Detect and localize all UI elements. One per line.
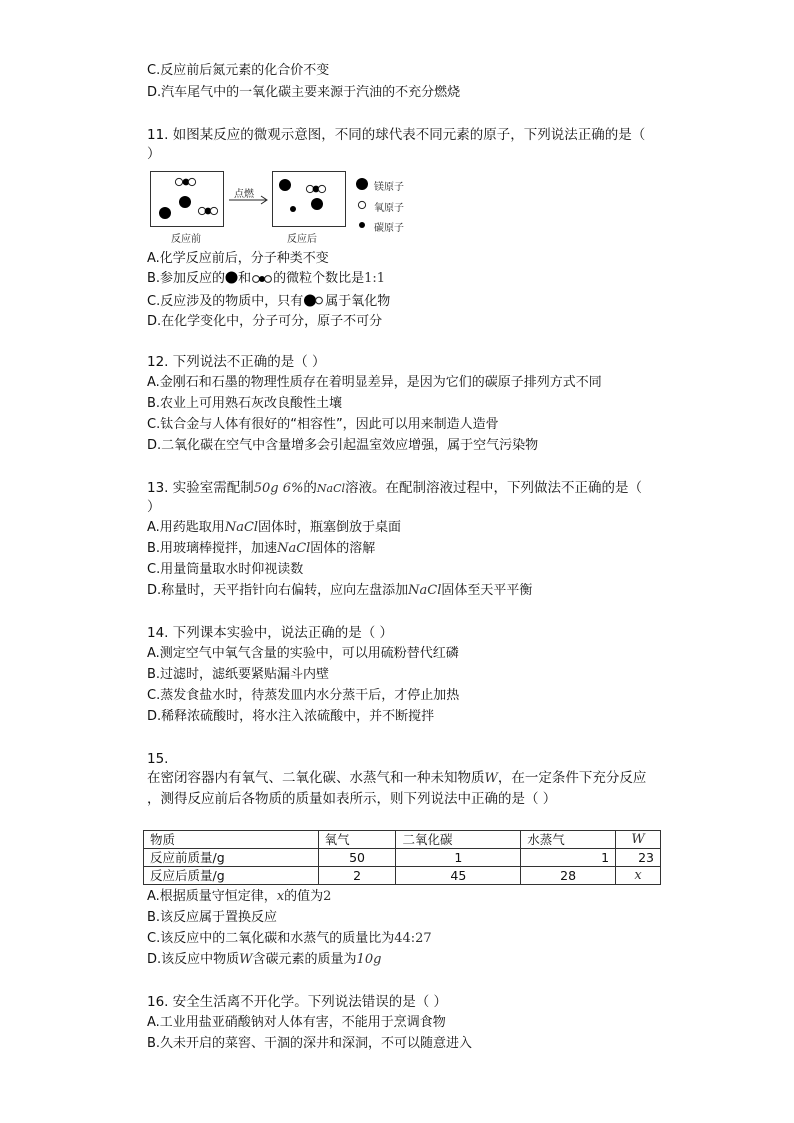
after-box — [272, 171, 346, 227]
table-cell: 反应后质量/g — [144, 867, 319, 885]
mass-table — [143, 830, 661, 885]
arrow-label: 点燃 — [234, 189, 254, 200]
reaction-diagram — [150, 171, 420, 245]
legend-oxygen: 氧原子 — [374, 203, 404, 214]
q11-option-c: C.反应涉及的物质中，只有 属于氧化物 — [147, 294, 391, 309]
table-row — [144, 849, 661, 867]
table-header: 氧气 — [318, 831, 396, 849]
q15-stem: 在密闭容器内有氧气、二氧化碳、水蒸气和一种未知物质W，在一定条件下充分反应 — [147, 770, 647, 786]
table-cell: 28 — [521, 867, 616, 885]
before-box — [150, 171, 224, 227]
table-cell: 1 — [396, 849, 521, 867]
q11-option-b: B.参加反应的 和 的微粒个数比是1:1 — [147, 271, 386, 286]
table-header: W — [616, 831, 661, 849]
q13-option-d: D.称量时，天平指针向右偏转，应向左盘添加NaCl固体至天平平衡 — [147, 583, 533, 598]
table-cell: 2 — [318, 867, 396, 885]
legend-carbon: 碳原子 — [374, 223, 404, 234]
q14-option-a: A.测定空气中氧气含量的实验中，可以用硫粉替代红磷 — [147, 646, 459, 661]
arrow-icon — [228, 195, 270, 205]
table-cell: 50 — [318, 849, 396, 867]
table-cell: x — [616, 867, 661, 885]
legend-icons — [354, 176, 370, 236]
q16-option-a: A.工业用盐亚硝酸钠对人体有害，不能用于烹调食物 — [147, 1015, 446, 1030]
q12-option-c: C.钛合金与人体有很好的“相容性”，因此可以用来制造人造骨 — [147, 417, 499, 432]
q13-stem-end: ） — [147, 499, 161, 515]
q15-option-d: D.该反应中物质W含碳元素的质量为10g — [147, 952, 382, 967]
mgo-molecule-icon — [303, 294, 325, 307]
legend-magnesium: 镁原子 — [374, 182, 404, 193]
q13-option-a: A.用药匙取用NaCl固体时，瓶塞倒放于桌面 — [147, 520, 402, 535]
q12-option-a: A.金刚石和石墨的物理性质存在着明显差异，是因为它们的碳原子排列方式不同 — [147, 375, 602, 390]
q10-option-d: D.汽车尾气中的一氧化碳主要来源于汽油的不充分燃烧 — [147, 85, 461, 100]
q14-stem: 14. 下列课本实验中，说法正确的是（ ） — [147, 625, 394, 641]
q13-option-c: C.用量筒量取水时仰视读数 — [147, 562, 304, 577]
after-molecules — [273, 172, 345, 226]
q10-option-c: C.反应前后氮元素的化合价不变 — [147, 63, 330, 78]
q13-stem: 13. 实验室需配制50g 6%的NaCl溶液。在配制溶液过程中，下列做法不正确的是（ — [147, 480, 643, 496]
q14-option-d: D.稀释浓硫酸时，将水注入浓硫酸中，并不断搅拌 — [147, 709, 435, 724]
q15-number: 15. — [147, 751, 169, 767]
table-header-row — [144, 831, 661, 849]
table-row — [144, 867, 661, 885]
q15-option-a: A.根据质量守恒定律，x的值为2 — [147, 889, 332, 904]
q14-option-c: C.蒸发食盐水时，待蒸发皿内水分蒸干后，才停止加热 — [147, 688, 460, 703]
before-molecules — [151, 172, 223, 226]
table-header: 物质 — [144, 831, 319, 849]
q11-stem-end: ） — [147, 146, 161, 162]
table-cell: 反应前质量/g — [144, 849, 319, 867]
q15-option-c: C.该反应中的二氧化碳和水蒸气的质量比为44:27 — [147, 931, 432, 946]
before-label: 反应前 — [171, 234, 201, 245]
magnesium-atom-icon — [356, 178, 368, 190]
q15-option-b: B.该反应属于置换反应 — [147, 910, 278, 925]
q15-stem-end: ，测得反应前后各物质的质量如表所示，则下列说法中正确的是（ ） — [147, 791, 557, 807]
q14-option-b: B.过滤时，滤纸要紧贴漏斗内壁 — [147, 667, 330, 682]
co2-molecule-icon — [251, 274, 273, 284]
q12-option-d: D.二氧化碳在空气中含量增多会引起温室效应增强，属于空气污染物 — [147, 438, 539, 453]
table-cell: 23 — [616, 849, 661, 867]
q16-stem: 16. 安全生活离不开化学。下列说法错误的是（ ） — [147, 994, 448, 1010]
q13-option-b: B.用玻璃棒搅拌，加速NaCl固体的溶解 — [147, 541, 376, 556]
magnesium-atom-icon — [225, 271, 238, 284]
table-header: 水蒸气 — [521, 831, 616, 849]
after-label: 反应后 — [287, 234, 317, 245]
q12-stem: 12. 下列说法不正确的是（ ） — [147, 354, 326, 370]
carbon-atom-icon — [359, 222, 365, 228]
q11-option-d: D.在化学变化中，分子可分，原子不可分 — [147, 314, 383, 329]
q11-stem: 11. 如图某反应的微观示意图，不同的球代表不同元素的原子，下列说法正确的是（ — [147, 127, 646, 143]
q12-option-b: B.农业上可用熟石灰改良酸性土壤 — [147, 396, 343, 411]
table-header: 二氧化碳 — [396, 831, 521, 849]
q16-option-b: B.久未开启的菜窖、干涸的深井和深洞，不可以随意进入 — [147, 1036, 473, 1051]
oxygen-atom-icon — [358, 201, 365, 208]
table-cell: 1 — [521, 849, 616, 867]
q11-option-a: A.化学反应前后，分子种类不变 — [147, 251, 329, 266]
table-cell: 45 — [396, 867, 521, 885]
